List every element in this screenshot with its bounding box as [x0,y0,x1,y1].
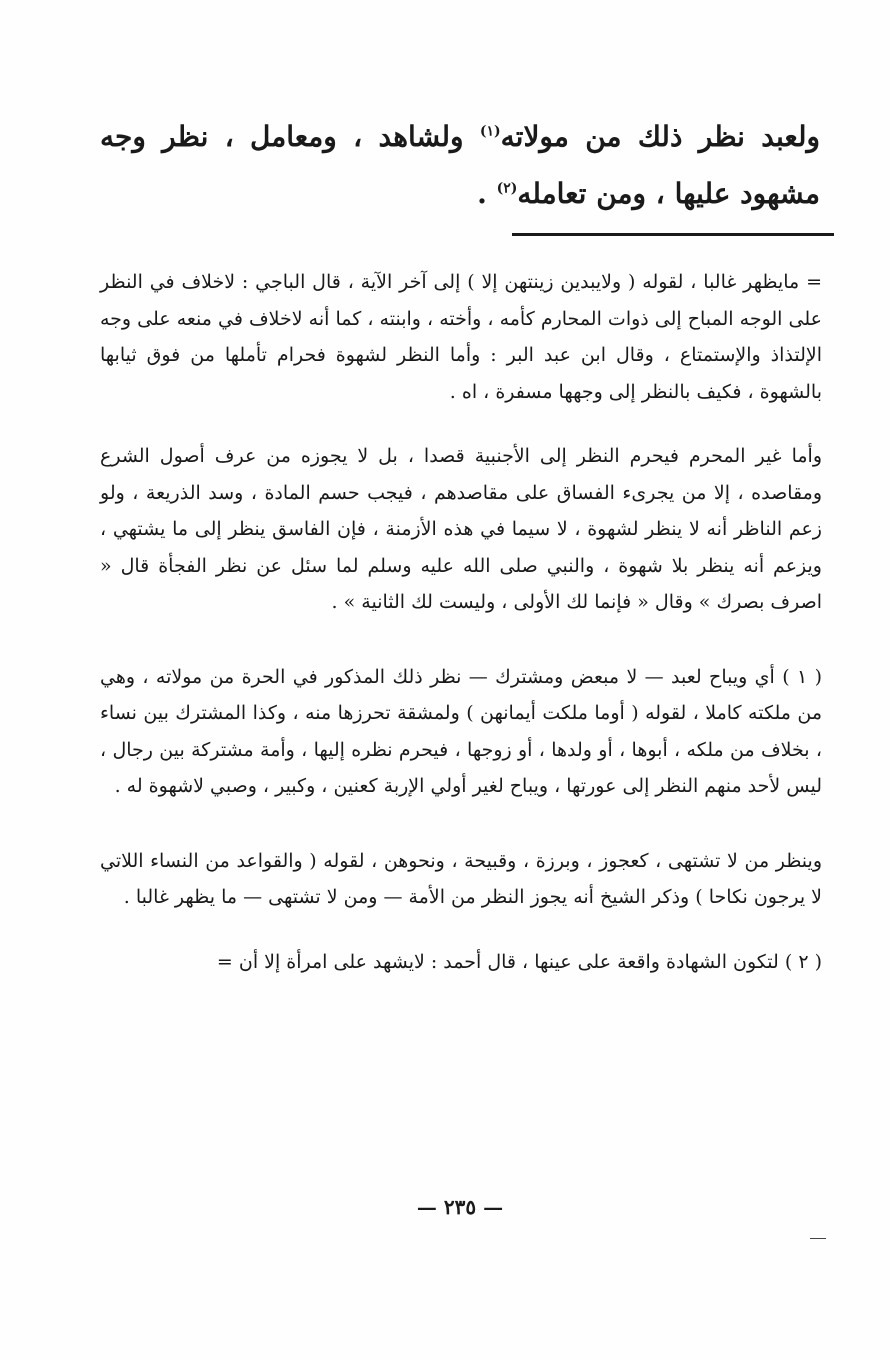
footnotes-section [100,264,822,980]
main-text-part-1: ولعبد نظر ذلك من مولاته [500,120,820,153]
footnote-continuation-2: وأما غير المحرم فيحرم النظر إلى الأجنبية قصدا ، بل لا يجوزه من عرف أصول الشرع ومقاصده ، إلا من يجرىء الفساق على مقاصدهم ، فيجب حسم المادة ، وسد الذريعة ، ولو زعم الناظر أنه لا ينظر لشهوة ، لا سيما في هذه الأزمنة ، فإن الفاسق ينظر إلى ما يشتهي ، ويزعم أنه ينظر بلا شهوة ، والنبي صلى الله عليه وسلم لما سئل عن نظر الفجأة قال « اصرف بصرك » وقال « فإنما لك الأولى ، وليست لك الثانية » . [100,445,822,613]
page-number: — ٢٣٥ — [416,1195,504,1219]
corner-mark [810,1238,826,1239]
footnote-ref-1: (١) [479,123,501,140]
footnote-2: ( ٢ ) لتكون الشهادة واقعة على عينها ، قال أحمد : لايشهد على امرأة إلا أن = [216,950,822,973]
main-text-part-3: . [477,177,497,210]
footnote-continuation: = مايظهر غالبا ، لقوله ( ولايبدين زينتهن إلا ) إلى آخر الآية ، قال الباجي : لاخلاف في النظر على الوجه المباح إلى ذوات المحارم كأمه ، وأخته ، وابنته ، كما أنه لاخلاف في منعه على وجه الإلتذاذ والإستمتاع ، وقال ابن عبد البر : وأما النظر لشهوة فحرام تأملها من فوق ثيابها بالشهوة ، فكيف بالنظر إلى وجهها مسفرة ، اه . [100,271,822,403]
footnote-1: ( ١ ) أي ويباح لعبد — لا مبعض ومشترك — نظر ذلك المذكور في الحرة من مولاته ، وهي من ملكته كاملا ، لقوله ( أوما ملكت أيمانهن ) ولمشقة تحرزها منه ، وكذا المشترك بين نساء ، بخلاف من ملكه ، أبوها ، أو ولدها ، أو زوجها ، فيحرم نظره إليها ، وأمة مشتركة بين رجال ، ليس لأحد منهم النظر إلى عورتها ، ويباح لغير أولي الإربة كعنين ، وكبير ، وصبي لاشهوة له . [100,665,823,797]
footnote-ref-2: (٢) [496,180,518,197]
footnote-1-continuation: وينظر من لا تشتهى ، كعجوز ، وبرزة ، وقبيحة ، ونحوهن ، لقوله ( والقواعد من النساء اللاتي لا يرجون نكاحا ) وذكر الشيخ أنه يجوز النظر من الأمة — ومن لا تشتهى — ما يظهر غالبا . [100,849,822,908]
main-text-part-2: ولشاهد ، ومعامل ، نظر وجه مشهود عليها ، ومن تعامله [100,120,820,210]
main-text [100,108,820,222]
footnote-divider [512,233,834,236]
